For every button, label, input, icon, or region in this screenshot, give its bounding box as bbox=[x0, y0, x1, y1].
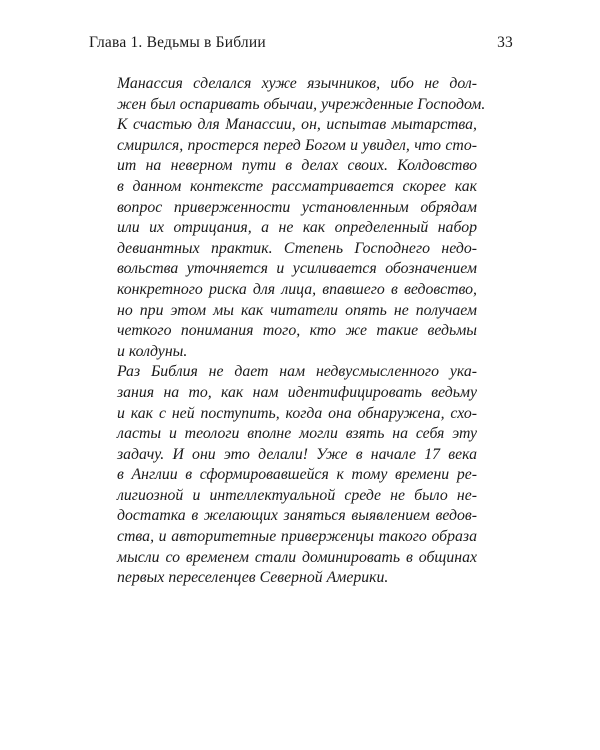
text-line: и колдуны. bbox=[117, 342, 188, 360]
body-text bbox=[117, 74, 486, 589]
text-line: но при этом мы как читатели опять не получаем bbox=[117, 301, 477, 319]
text-line: четкого понимания того, кто же такие ведьмы bbox=[117, 322, 477, 340]
text-line: ит на неверном пути в делах своих. Колдовство bbox=[117, 157, 477, 175]
text-line: в Англии в сформировавшейся к тому времени ре- bbox=[117, 466, 477, 484]
text-line: смирился, простерся перед Богом и увидел, что сто- bbox=[117, 136, 477, 154]
text-line: достатка в желающих заняться выявлением ведов- bbox=[117, 507, 477, 525]
text-line: Манассия сделался хуже язычников, ибо не дол- bbox=[117, 75, 477, 92]
text-line: и как с ней поступить, когда она обнаружена, схо- bbox=[117, 404, 477, 422]
text-line: ласты и теологи вполне могли взять на себя эту bbox=[117, 425, 477, 443]
text-line: вольства уточняется и усиливается обозначением bbox=[117, 260, 477, 278]
text-line: в данном контексте рассматривается скорее как bbox=[117, 177, 477, 195]
text-line: Раз Библия не дает нам недвусмысленного ука- bbox=[117, 363, 477, 381]
text-line: вопрос приверженности установленным обрядам bbox=[117, 198, 477, 216]
text-line: зания на то, как нам идентифицировать ведьму bbox=[117, 383, 477, 401]
text-line: ства, и авторитетные приверженцы такого образа bbox=[117, 528, 477, 546]
text-line: жен был оспаривать обычаи, учрежденные Господом. bbox=[117, 95, 486, 113]
text-line: лигиозной и интеллектуальной среде не было не- bbox=[117, 486, 477, 504]
text-line: мысли со временем стали доминировать в общинах bbox=[117, 548, 477, 566]
running-head bbox=[89, 34, 513, 58]
text-line: конкретного риска для лица, впавшего в ведовство, bbox=[117, 280, 477, 298]
paragraph-1 bbox=[117, 74, 486, 362]
text-line: или их отрицания, а не как определенный набор bbox=[117, 219, 477, 237]
page-number: 33 bbox=[497, 34, 513, 51]
chapter-title: Глава 1. Ведьмы в Библии bbox=[89, 34, 266, 51]
text-line: первых переселенцев Северной Америки. bbox=[117, 569, 389, 587]
text-line: девиантных практик. Степень Господнего недо- bbox=[117, 239, 477, 257]
paragraph-2 bbox=[117, 362, 477, 589]
text-line: задачу. И они это делали! Уже в начале 17 века bbox=[117, 445, 477, 463]
text-line: К счастью для Манассии, он, испытав мытарства, bbox=[117, 116, 477, 134]
